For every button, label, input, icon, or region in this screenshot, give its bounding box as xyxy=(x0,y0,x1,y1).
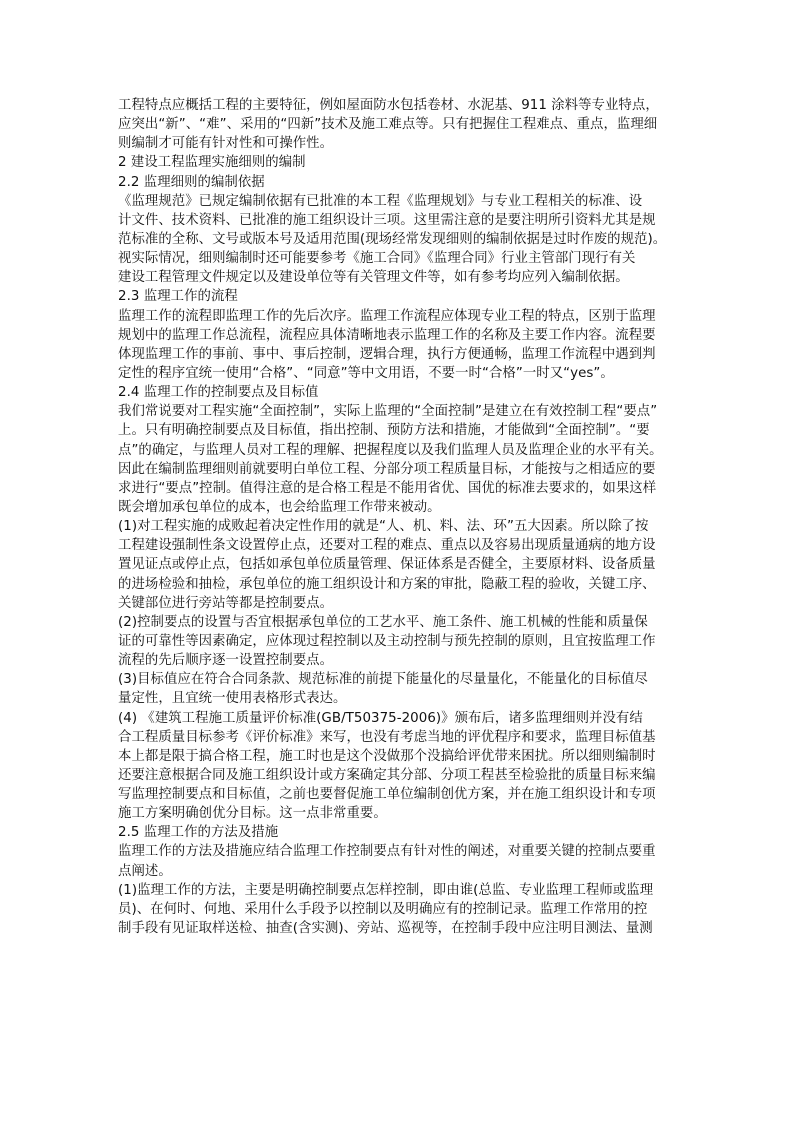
text-line: 工程建设强制性条文设置停止点，还要对工程的难点、重点以及容易出现质量通病的地方设 xyxy=(118,538,656,554)
text-line: (4) 《建筑工程施工质量评价标准(GB/T50375-2006)》颁布后，诸多监理细则并没有结 xyxy=(118,710,643,726)
subsection-heading: 2.2 监理细则的编制依据 xyxy=(118,174,265,190)
text-line: 我们常说要对工程实施“全面控制”，实际上监理的“全面控制”是建立在有效控制工程“要点” xyxy=(118,404,658,420)
text-line: (1)对工程实施的成败起着决定性作用的就是“人、机、料、法、环”五大因素。所以除了按 xyxy=(118,519,649,535)
text-line: 建设工程管理文件规定以及建设单位等有关管理文件等，如有参考均应列入编制依据。 xyxy=(118,270,629,286)
text-line: 范标准的全称、文号或版本号及适用范围(现场经常发现细则的编制依据是过时作废的规范)。 xyxy=(118,231,667,247)
section-heading: 2 建设工程监理实施细则的编制 xyxy=(118,155,306,171)
text-line: 求进行“要点”控制。值得注意的是合格工程是不能用省优、国优的标准去要求的，如果这样 xyxy=(118,480,657,496)
text-line: 量定性，且宜统一使用表格形式表达。 xyxy=(118,691,347,707)
text-line: 制手段有见证取样送检、抽查(含实测)、旁站、巡视等，在控制手段中应注明目测法、量测 xyxy=(118,921,653,937)
text-line: (2)控制要点的设置与否宜根据承包单位的工艺水平、施工条件、施工机械的性能和质量保 xyxy=(118,614,648,630)
text-line: 上。只有明确控制要点及目标值，指出控制、预防方法和措施，才能做到“全面控制”。“要 xyxy=(118,423,650,439)
text-line: 工程特点应概括工程的主要特征，例如屋面防水包括卷材、水泥基、911 涂料等专业特点， xyxy=(118,98,659,113)
text-line: 规划中的监理工作总流程，流程应具体清晰地表示监理工作的名称及主要工作内容。流程要 xyxy=(118,327,656,343)
text-line: 计文件、技术资料、已批准的施工组织设计三项。这里需注意的是要注明所引资料尤其是规 xyxy=(118,212,656,228)
text-line: 点阐述。 xyxy=(118,863,172,879)
text-line: 监理工作的流程即监理工作的先后次序。监理工作流程应体现专业工程的特点，区别于监理 xyxy=(118,308,656,324)
text-line: 还要注意根据合同及施工组织设计或方案确定其分部、分项工程甚至检验批的质量目标来编 xyxy=(118,767,656,783)
text-line: 合工程质量目标参考《评价标准》来写，也没有考虑当地的评优程序和要求，监理目标值基 xyxy=(118,729,656,745)
text-line: 点”的确定，与监理人员对工程的理解、把握程度以及我们监理人员及监理企业的水平有关。 xyxy=(118,442,663,458)
subsection-heading: 2.4 监理工作的控制要点及目标值 xyxy=(118,385,319,401)
text-line: 体现监理工作的事前、事中、事后控制，逻辑合理，执行方便通畅，监理工作流程中遇到判 xyxy=(118,346,656,362)
text-line: 关键部位进行旁站等都是控制要点。 xyxy=(118,595,334,611)
text-line: 定性的程序宜统一使用“合格”、“同意”等中文用语，不要一时“合格”一时又“yes”。 xyxy=(118,365,614,381)
text-line: (1)监理工作的方法，主要是明确控制要点怎样控制，即由谁(总监、专业监理工程师或监理 xyxy=(118,882,654,898)
text-line: 则编制才可能有针对性和可操作性。 xyxy=(118,136,334,152)
text-line: 《监理规范》已规定编制依据有已批准的本工程《监理规划》与专业工程相关的标准、设 xyxy=(118,193,643,209)
text-line: (3)目标值应在符合合同条款、规范标准的前提下能量化的尽量量化，不能量化的目标值尽 xyxy=(118,672,648,688)
text-line: 监理工作的方法及措施应结合监理工作控制要点有针对性的阐述，对重要关键的控制点要重 xyxy=(118,844,656,860)
text-line: 施工方案明确创优分目标。这一点非常重要。 xyxy=(118,806,387,822)
text-line: 的进场检验和抽检，承包单位的施工组织设计和方案的审批，隐蔽工程的验收，关键工序、 xyxy=(118,576,656,592)
text-line: 写监理控制要点和目标值，之前也要督促施工单位编制创优方案，并在施工组织设计和专项 xyxy=(118,787,656,803)
text-body xyxy=(118,96,681,938)
text-line: 流程的先后顺序逐一设置控制要点。 xyxy=(118,653,334,669)
subsection-heading: 2.3 监理工作的流程 xyxy=(118,289,238,305)
text-line: 置见证点或停止点，包括如承包单位质量管理、保证体系是否健全，主要原材料、设备质量 xyxy=(118,557,656,573)
text-line: 员)、在何时、何地、采用什么手段予以控制以及明确应有的控制记录。监理工作常用的控 xyxy=(118,901,648,917)
text-line: 因此在编制监理细则前就要明白单位工程、分部分项工程质量目标，才能按与之相适应的要 xyxy=(118,461,656,477)
text-line: 既会增加承包单位的成本，也会给监理工作带来被动。 xyxy=(118,499,441,515)
subsection-heading: 2.5 监理工作的方法及措施 xyxy=(118,825,279,841)
text-line: 视实际情况，细则编制时还可能要参考《施工合同》《监理合同》行业主管部门现行有关 xyxy=(118,251,636,267)
text-line: 证的可靠性等因素确定，应体现过程控制以及主动控制与预先控制的原则，且宜按监理工作 xyxy=(118,633,656,649)
text-line: 本上都是限于搞合格工程，施工时也是这个没做那个没搞给评优带来困扰。所以细则编制时 xyxy=(118,748,656,764)
text-line: 应突出“新”、“难”、采用的“四新”技术及施工难点等。只有把握住工程难点、重点，监理细 xyxy=(118,117,658,133)
